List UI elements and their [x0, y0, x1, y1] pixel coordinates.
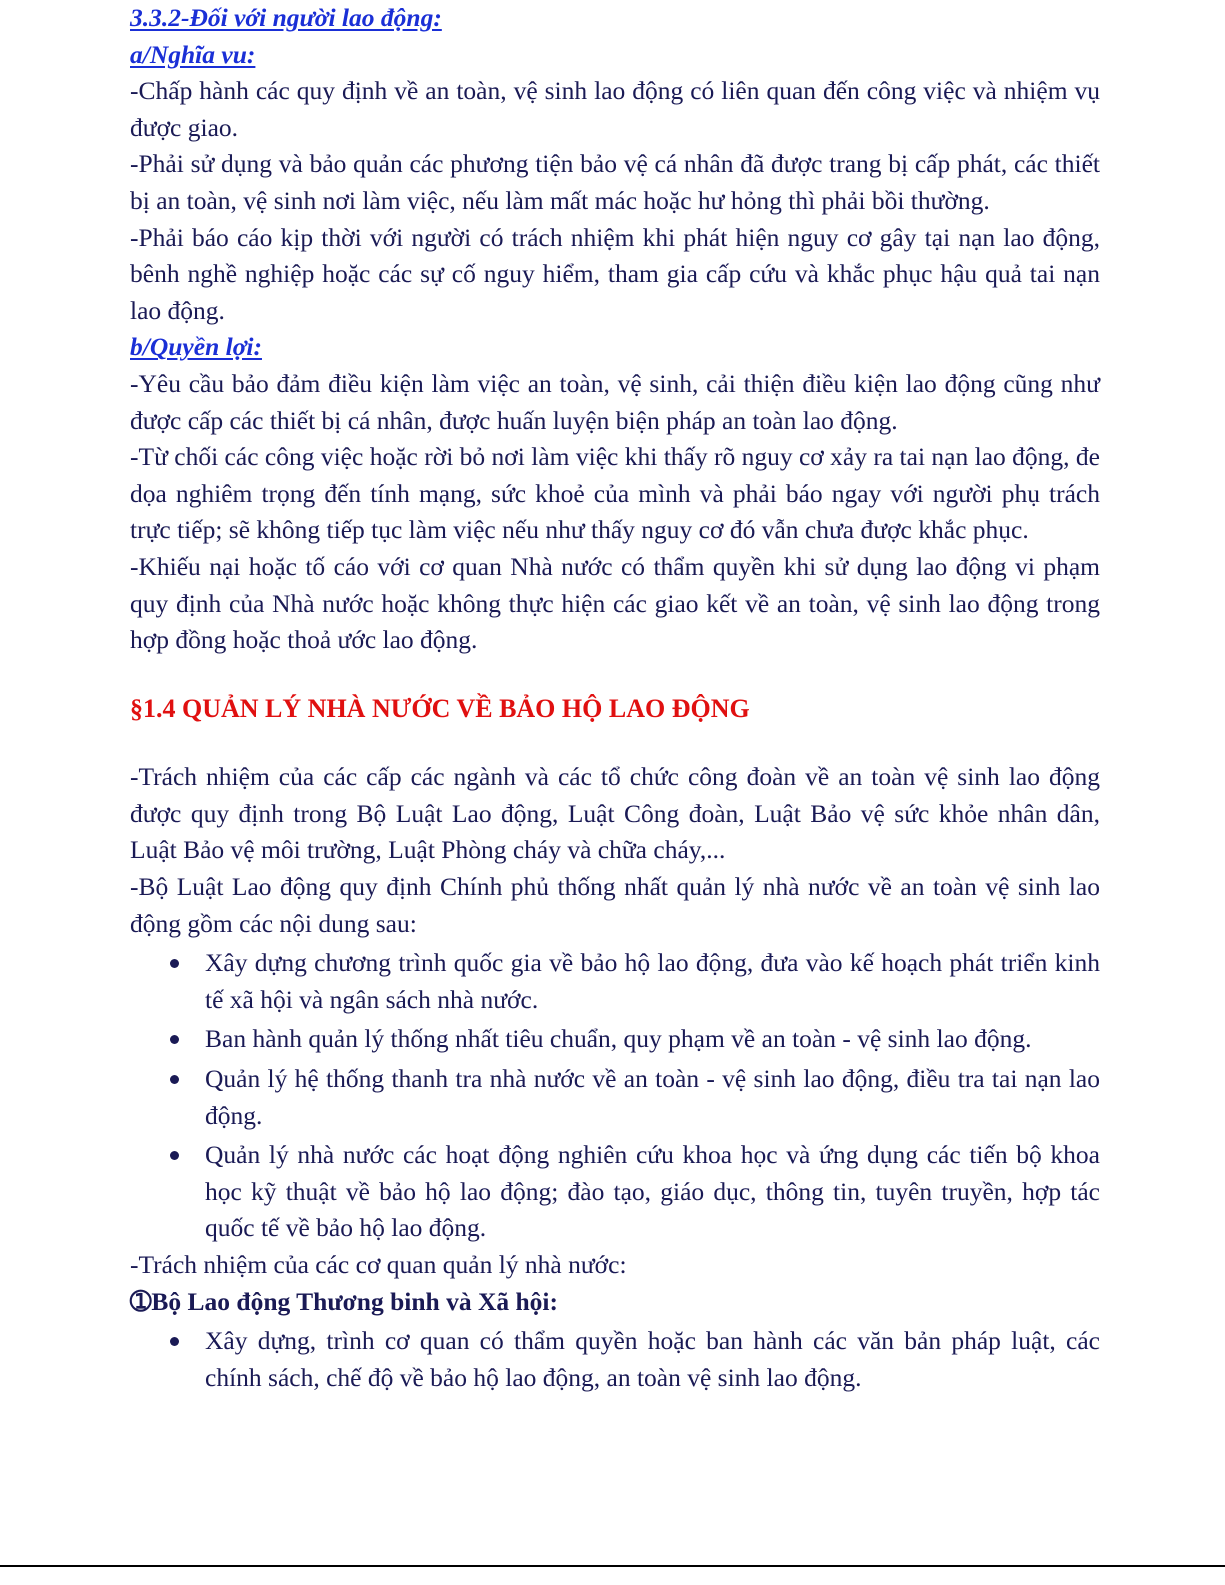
quyen-loi-item: -Yêu cầu bảo đảm điều kiện làm việc an toàn, vệ sinh, cải thiện điều kiện lao động cũng như được cấp các thiết bị cá nhân, được huấn luyện biện pháp an toàn lao động. — [130, 368, 1100, 435]
section-paragraph: -Bộ Luật Lao động quy định Chính phủ thống nhất quản lý nhà nước về an toàn vệ sinh lao động gồm các nội dung sau: — [130, 872, 1100, 938]
list-item — [130, 945, 1100, 1018]
section-heading-3-3-2: 3.3.2-Đối với người lao động: — [130, 3, 442, 32]
list-item-text: Xây dựng chương trình quốc gia về bảo hộ lao động, đưa vào kế hoạch phát triển kinh tế xã hội và ngân sách nhà nước. — [205, 948, 1100, 1014]
list-item-text: Xây dựng, trình cơ quan có thẩm quyền hoặc ban hành các văn bản pháp luật, các chính sách, chế độ về bảo hộ lao động, an toàn vệ sinh lao động. — [205, 1326, 1100, 1392]
quyen-loi-item: -Khiếu nại hoặc tố cáo với cơ quan Nhà nước có thẩm quyền khi sử dụng lao động vi phạm quy định của Nhà nước hoặc không thực hiện các giao kết về an toàn, vệ sinh lao động trong hợp đồng hoặc thoả ước lao động. — [130, 551, 1100, 655]
section-title: §1.4 QUẢN LÝ NHÀ NƯỚC VỀ BẢO HỘ LAO ĐỘNG — [130, 693, 750, 723]
bullet-list — [130, 945, 1100, 1247]
bullet-icon — [170, 1035, 179, 1044]
list-item-text: Ban hành quản lý thống nhất tiêu chuẩn, quy phạm về an toàn - vệ sinh lao động. — [205, 1024, 1032, 1054]
bullet-icon — [170, 1075, 179, 1084]
section-paragraph: -Trách nhiệm của các cơ quan quản lý nhà nước: — [130, 1250, 627, 1279]
bullet-icon — [170, 959, 179, 968]
list-item — [130, 1061, 1100, 1134]
list-item — [130, 1137, 1100, 1247]
list-item — [130, 1021, 1100, 1058]
nghia-vu-item: -Phải sử dụng và bảo quản các phương tiện bảo vệ cá nhân đã được trang bị cấp phát, các thiết bị an toàn, vệ sinh nơi làm việc, nếu làm mất mác hoặc hư hỏng thì phải bồi thường. — [130, 149, 1100, 215]
quyen-loi-heading: b/Quyền lợi: — [130, 332, 262, 362]
bullet-icon — [170, 1151, 179, 1160]
list-item-text: Quản lý nhà nước các hoạt động nghiên cứu khoa học và ứng dụng các tiến bộ khoa học kỹ thuật về bảo hộ lao động; đào tạo, giáo dục, thông tin, tuyên truyền, hợp tác quốc tế về bảo hộ lao động. — [205, 1140, 1100, 1243]
list-item — [130, 1323, 1100, 1396]
bullet-icon — [170, 1337, 179, 1346]
page-bottom-border — [0, 1565, 1225, 1567]
document-page — [130, 0, 1100, 1396]
nghia-vu-item: -Chấp hành các quy định về an toàn, vệ sinh lao động có liên quan đến công việc và nhiệm vụ được giao. — [130, 76, 1100, 142]
nghia-vu-heading: a/Nghĩa vu: — [130, 39, 256, 69]
ministry-heading: ➀Bộ Lao động Thương binh và Xã hội: — [130, 1286, 559, 1316]
quyen-loi-item: -Từ chối các công việc hoặc rời bỏ nơi làm việc khi thấy rõ nguy cơ xảy ra tai nạn lao động, đe dọa nghiêm trọng đến tính mạng, sức khoẻ của mình và phải báo ngay với người phụ trách trực tiếp; sẽ không tiếp tục làm việc nếu như thấy nguy cơ đó vẫn chưa được khắc phục. — [130, 442, 1100, 545]
ministry-bullet-list — [130, 1323, 1100, 1396]
section-paragraph: -Trách nhiệm của các cấp các ngành và các tổ chức công đoàn về an toàn vệ sinh lao động được quy định trong Bộ Luật Lao động, Luật Công đoàn, Luật Bảo vệ sức khỏe nhân dân, Luật Bảo vệ môi trường, Luật Phòng cháy và chữa cháy,... — [130, 762, 1100, 865]
nghia-vu-item: -Phải báo cáo kịp thời với người có trách nhiệm khi phát hiện nguy cơ gây tại nạn lao động, bênh nghề nghiệp hoặc các sự cố nguy hiểm, tham gia cấp cứu và khắc phục hậu quả tai nạn lao động. — [130, 222, 1100, 325]
list-item-text: Quản lý hệ thống thanh tra nhà nước về an toàn - vệ sinh lao động, điều tra tai nạn lao động. — [205, 1064, 1100, 1130]
